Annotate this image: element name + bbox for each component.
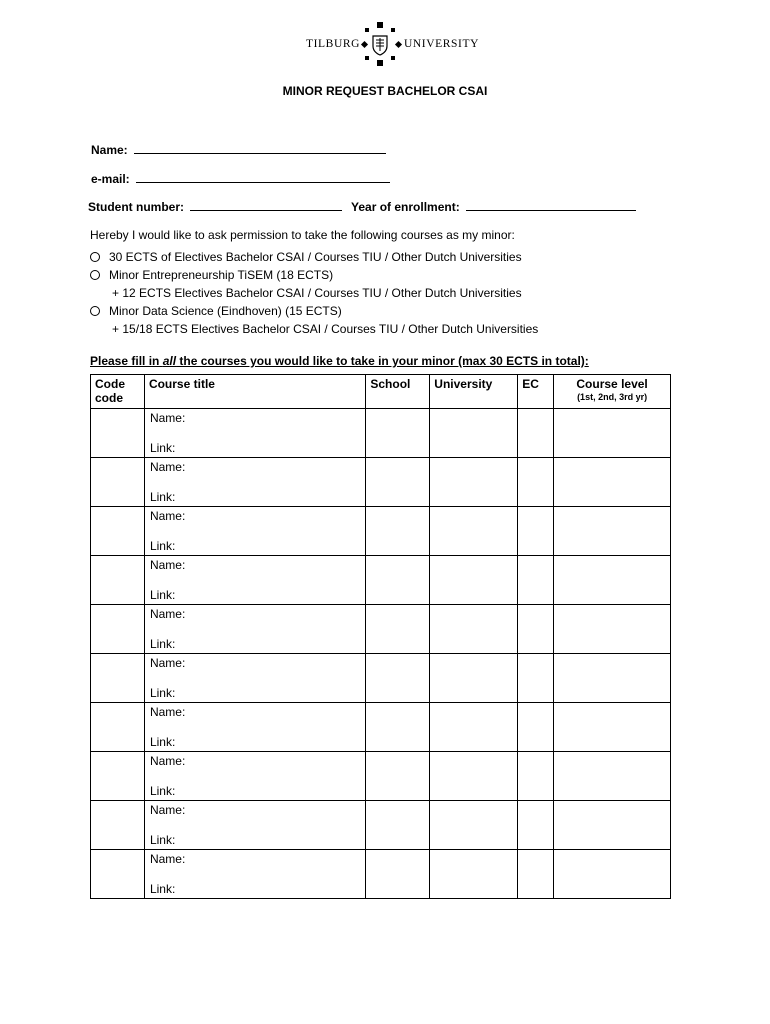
row-link-label: Link: xyxy=(149,735,176,749)
course-title-cell[interactable] xyxy=(144,458,365,507)
course-title-cell[interactable] xyxy=(144,801,365,850)
row-link-label: Link: xyxy=(149,833,176,847)
code-cell[interactable] xyxy=(91,850,145,899)
course-title-cell[interactable] xyxy=(144,850,365,899)
enrollment-input-line[interactable] xyxy=(466,199,636,211)
square-icon xyxy=(377,60,383,66)
code-cell[interactable] xyxy=(91,458,145,507)
row-link-label: Link: xyxy=(149,784,176,798)
square-icon xyxy=(365,56,369,60)
university-cell[interactable] xyxy=(430,507,518,556)
name-field xyxy=(91,142,386,157)
university-cell[interactable] xyxy=(430,850,518,899)
table-header-row xyxy=(91,375,671,409)
row-name-label: Name: xyxy=(149,852,186,866)
row-name-label: Name: xyxy=(149,411,186,425)
course-title-cell[interactable] xyxy=(144,556,365,605)
school-cell[interactable] xyxy=(366,654,430,703)
option-3-sub: + 15/18 ECTS Electives Bachelor CSAI / Courses TIU / Other Dutch Universities xyxy=(112,322,539,336)
option-1[interactable] xyxy=(90,250,522,264)
row-name-label: Name: xyxy=(149,509,186,523)
ec-cell[interactable] xyxy=(518,458,554,507)
logo-text-right: UNIVERSITY xyxy=(404,38,479,50)
radio-circle-icon[interactable] xyxy=(90,252,100,262)
square-icon xyxy=(365,28,369,32)
university-cell[interactable] xyxy=(430,458,518,507)
square-icon xyxy=(377,22,383,28)
code-cell[interactable] xyxy=(91,409,145,458)
header-ec: EC xyxy=(518,375,554,409)
option-2-label: Minor Entrepreneurship TiSEM (18 ECTS) xyxy=(109,268,334,282)
code-cell[interactable] xyxy=(91,654,145,703)
table-row xyxy=(91,409,671,458)
instruction-text xyxy=(90,354,589,368)
school-cell[interactable] xyxy=(366,801,430,850)
ec-cell[interactable] xyxy=(518,556,554,605)
school-cell[interactable] xyxy=(366,703,430,752)
header-course-level-label: Course level xyxy=(576,377,648,391)
university-cell[interactable] xyxy=(430,752,518,801)
row-name-label: Name: xyxy=(149,656,186,670)
name-label: Name: xyxy=(91,143,128,157)
code-cell[interactable] xyxy=(91,605,145,654)
course-level-cell[interactable] xyxy=(554,556,671,605)
crest-icon xyxy=(370,32,390,56)
document-title: MINOR REQUEST BACHELOR CSAI xyxy=(282,84,488,98)
course-level-cell[interactable] xyxy=(554,850,671,899)
option-3[interactable] xyxy=(90,304,342,318)
course-title-cell[interactable] xyxy=(144,752,365,801)
option-3-label: Minor Data Science (Eindhoven) (15 ECTS) xyxy=(109,304,342,318)
row-name-label: Name: xyxy=(149,705,186,719)
header-course-level xyxy=(554,375,671,409)
ec-cell[interactable] xyxy=(518,654,554,703)
ec-cell[interactable] xyxy=(518,801,554,850)
university-cell[interactable] xyxy=(430,605,518,654)
table-row xyxy=(91,507,671,556)
course-level-cell[interactable] xyxy=(554,409,671,458)
university-logo xyxy=(300,22,480,68)
school-cell[interactable] xyxy=(366,850,430,899)
course-title-cell[interactable] xyxy=(144,409,365,458)
diamond-icon xyxy=(361,41,368,48)
course-title-cell[interactable] xyxy=(144,703,365,752)
course-table xyxy=(90,374,671,899)
ec-cell[interactable] xyxy=(518,850,554,899)
instruction-before: Please fill in xyxy=(90,354,163,368)
school-cell[interactable] xyxy=(366,507,430,556)
row-name-label: Name: xyxy=(149,460,186,474)
code-cell[interactable] xyxy=(91,556,145,605)
school-cell[interactable] xyxy=(366,409,430,458)
university-cell[interactable] xyxy=(430,654,518,703)
course-title-cell[interactable] xyxy=(144,654,365,703)
enrollment-label: Year of enrollment: xyxy=(351,200,460,214)
intro-text: Hereby I would like to ask permission to take the following courses as my minor: xyxy=(90,228,515,242)
university-cell[interactable] xyxy=(430,409,518,458)
name-input-line[interactable] xyxy=(134,142,386,154)
row-link-label: Link: xyxy=(149,882,176,896)
row-name-label: Name: xyxy=(149,558,186,572)
email-label: e-mail: xyxy=(91,172,130,186)
row-name-label: Name: xyxy=(149,754,186,768)
code-cell[interactable] xyxy=(91,752,145,801)
school-cell[interactable] xyxy=(366,556,430,605)
table-row xyxy=(91,850,671,899)
student-number-label: Student number: xyxy=(88,200,184,214)
ec-cell[interactable] xyxy=(518,605,554,654)
school-cell[interactable] xyxy=(366,458,430,507)
ec-cell[interactable] xyxy=(518,409,554,458)
radio-circle-icon[interactable] xyxy=(90,270,100,280)
instruction-after: the courses you would like to take in your minor (max 30 ECTS in total): xyxy=(176,354,589,368)
ec-cell[interactable] xyxy=(518,752,554,801)
table-row xyxy=(91,801,671,850)
option-2-sub: + 12 ECTS Electives Bachelor CSAI / Courses TIU / Other Dutch Universities xyxy=(112,286,522,300)
code-cell[interactable] xyxy=(91,703,145,752)
row-link-label: Link: xyxy=(149,441,176,455)
course-title-cell[interactable] xyxy=(144,507,365,556)
ec-cell[interactable] xyxy=(518,703,554,752)
header-course-level-sub: (1st, 2nd, 3rd yr) xyxy=(577,392,648,402)
table-row xyxy=(91,556,671,605)
row-link-label: Link: xyxy=(149,686,176,700)
diamond-icon xyxy=(395,41,402,48)
table-row xyxy=(91,605,671,654)
code-cell[interactable] xyxy=(91,801,145,850)
course-level-cell[interactable] xyxy=(554,752,671,801)
option-2[interactable] xyxy=(90,268,333,282)
row-link-label: Link: xyxy=(149,539,176,553)
row-link-label: Link: xyxy=(149,490,176,504)
table-row xyxy=(91,752,671,801)
header-school: School xyxy=(366,375,430,409)
course-level-cell[interactable] xyxy=(554,605,671,654)
option-1-label: 30 ECTS of Electives Bachelor CSAI / Courses TIU / Other Dutch Universities xyxy=(109,250,522,264)
header-code: Code code xyxy=(91,375,145,409)
instruction-emphasis: all xyxy=(162,354,177,368)
table-row xyxy=(91,703,671,752)
school-cell[interactable] xyxy=(366,752,430,801)
student-number-field xyxy=(88,199,342,214)
row-link-label: Link: xyxy=(149,637,176,651)
row-link-label: Link: xyxy=(149,588,176,602)
course-level-cell[interactable] xyxy=(554,458,671,507)
square-icon xyxy=(391,56,395,60)
row-name-label: Name: xyxy=(149,607,186,621)
email-field xyxy=(91,171,390,186)
header-course-title: Course title xyxy=(144,375,365,409)
radio-circle-icon[interactable] xyxy=(90,306,100,316)
course-level-cell[interactable] xyxy=(554,703,671,752)
table-row xyxy=(91,458,671,507)
header-university: University xyxy=(430,375,518,409)
student-number-input-line[interactable] xyxy=(190,199,342,211)
logo-text-left: TILBURG xyxy=(306,38,361,50)
row-name-label: Name: xyxy=(149,803,186,817)
enrollment-field xyxy=(351,199,636,214)
university-cell[interactable] xyxy=(430,703,518,752)
course-level-cell[interactable] xyxy=(554,654,671,703)
square-icon xyxy=(391,28,395,32)
university-cell[interactable] xyxy=(430,801,518,850)
course-level-cell[interactable] xyxy=(554,801,671,850)
course-title-cell[interactable] xyxy=(144,605,365,654)
university-cell[interactable] xyxy=(430,556,518,605)
school-cell[interactable] xyxy=(366,605,430,654)
table-row xyxy=(91,654,671,703)
course-level-cell[interactable] xyxy=(554,507,671,556)
code-cell[interactable] xyxy=(91,507,145,556)
email-input-line[interactable] xyxy=(136,171,390,183)
ec-cell[interactable] xyxy=(518,507,554,556)
